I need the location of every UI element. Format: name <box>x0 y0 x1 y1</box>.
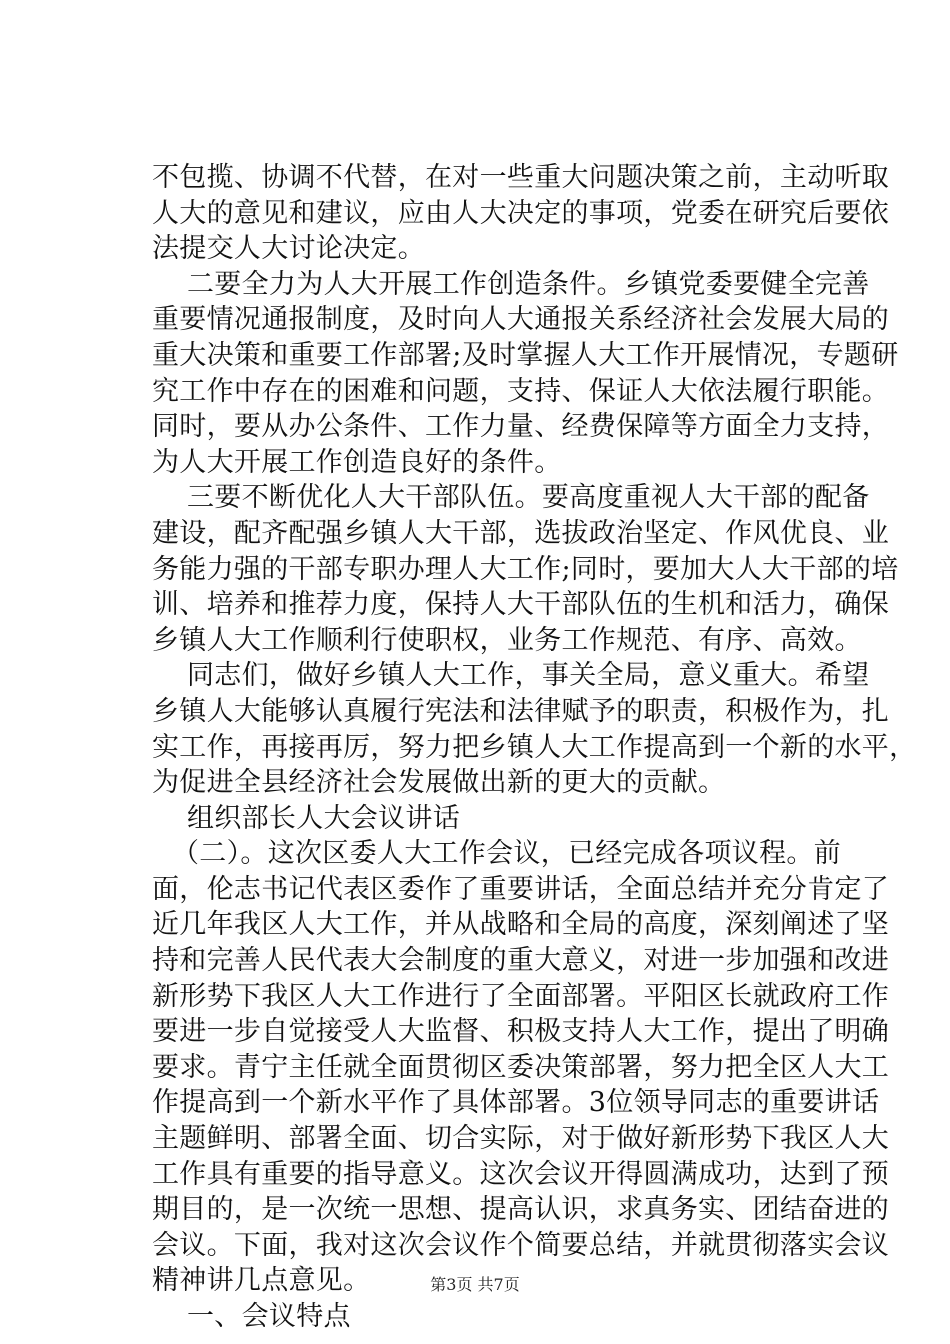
text-line: 务能力强的干部专职办理人大工作;同时，要加大人大干部的培 <box>152 553 899 585</box>
paragraph-start-line: 同志们，做好乡镇人大工作，事关全局，意义重大。希望 <box>187 660 870 692</box>
paragraph-start-line: 三要不断优化人大干部队伍。要高度重视人大干部的配备 <box>187 482 870 514</box>
text-line: 重大决策和重要工作部署;及时掌握人大工作开展情况，专题研 <box>152 339 899 371</box>
text-line: 同时，要从办公条件、工作力量、经费保障等方面全力支持， <box>152 411 890 443</box>
page-footer: 第3页 共7页 <box>430 1275 520 1294</box>
text-line: 为人大开展工作创造良好的条件。 <box>152 446 562 478</box>
text-line: 作提高到一个新水平作了具体部署。3位领导同志的重要讲话 <box>152 1087 880 1119</box>
paragraph-start-line: 二要全力为人大开展工作创造条件。乡镇党委要健全完善 <box>187 268 870 300</box>
text-line: 究工作中存在的困难和问题，支持、保证人大依法履行职能。 <box>152 375 890 407</box>
text-line: 新形势下我区人大工作进行了全面部署。平阳区长就政府工作 <box>152 980 890 1012</box>
text-line: 人大的意见和建议，应由人大决定的事项，党委在研究后要依 <box>152 197 890 229</box>
text-line: 工作具有重要的指导意义。这次会议开得圆满成功，达到了预 <box>152 1158 890 1190</box>
text-line: 要进一步自觉接受人大监督、积极支持人大工作，提出了明确 <box>152 1016 890 1048</box>
section-heading: 组织部长人大会议讲话 <box>187 802 460 834</box>
section-heading: 一、会议特点 <box>187 1301 351 1332</box>
text-line: 法提交人大讨论决定。 <box>152 233 425 265</box>
text-line: 建设，配齐配强乡镇人大干部，选拔政治坚定、作风优良、业 <box>152 517 890 549</box>
text-line: 面，伦志书记代表区委作了重要讲话，全面总结并充分肯定了 <box>152 873 890 905</box>
text-line: 训、培养和推荐力度，保持人大干部队伍的生机和活力，确保 <box>152 589 890 621</box>
text-line: 实工作，再接再厉，努力把乡镇人大工作提高到一个新的水平， <box>152 731 917 763</box>
text-line: 主题鲜明、部署全面、切合实际，对于做好新形势下我区人大 <box>152 1123 890 1155</box>
paragraph-start-line: （二）。这次区委人大工作会议，已经完成各项议程。前 <box>172 838 841 870</box>
text-line: 不包揽、协调不代替，在对一些重大问题决策之前，主动听取 <box>152 162 890 193</box>
text-line: 持和完善人民代表大会制度的重大意义，对进一步加强和改进 <box>152 945 890 977</box>
text-line: 乡镇人大能够认真履行宪法和法律赋予的职责，积极作为，扎 <box>152 695 890 727</box>
text-line: 近几年我区人大工作，并从战略和全局的高度，深刻阐述了坚 <box>152 909 890 941</box>
document-body <box>152 160 917 1335</box>
text-line: 为促进全县经济社会发展做出新的更大的贡献。 <box>152 767 726 799</box>
text-line: 期目的，是一次统一思想、提高认识，求真务实、团结奋进的 <box>152 1194 890 1226</box>
text-line: 精神讲几点意见。 <box>152 1265 371 1297</box>
text-line: 乡镇人大工作顺利行使职权，业务工作规范、有序、高效。 <box>152 624 862 656</box>
text-line: 要求。青宁主任就全面贯彻区委决策部署，努力把全区人大工 <box>152 1051 890 1083</box>
text-line: 重要情况通报制度，及时向人大通报关系经济社会发展大局的 <box>152 304 890 336</box>
text-line: 会议。下面，我对这次会议作个简要总结，并就贯彻落实会议 <box>152 1229 890 1261</box>
